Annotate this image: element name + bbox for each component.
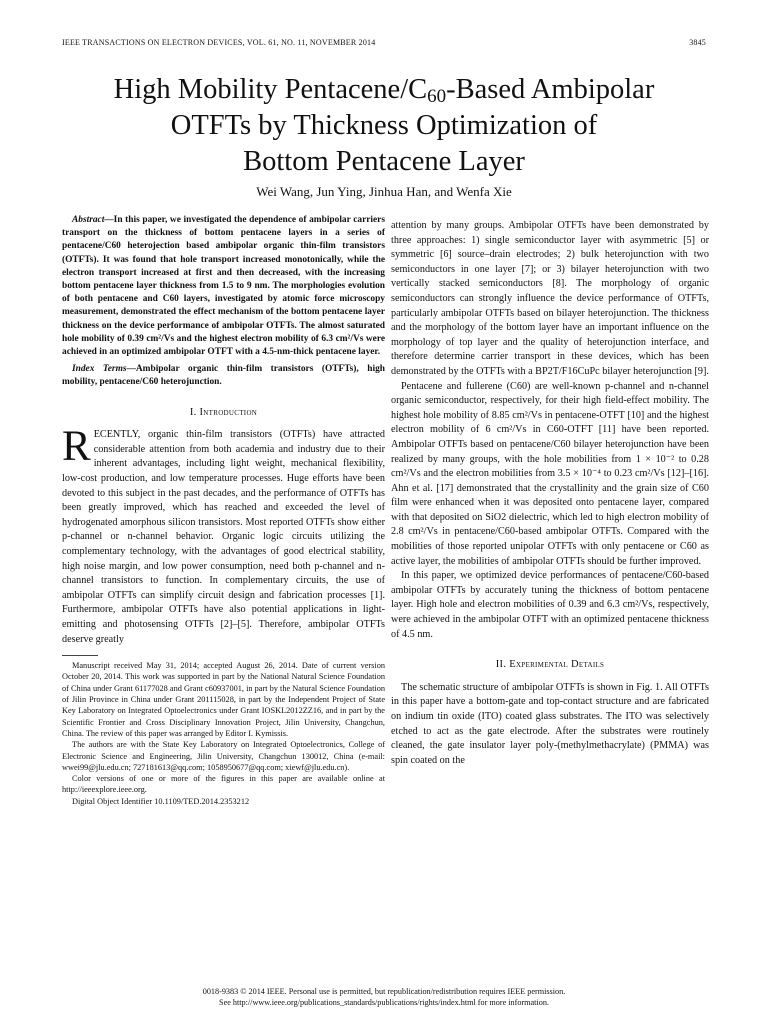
paragraph-this-paper: In this paper, we optimized device performances of pentacene/C60-based ambipolar OTFTs by accurately tuning the thickness of bottom pentacene layer. High hole and electron mobilities of 0.39 and 6.3 cm²/Vs, respectively, were achieved in the ambipolar OTFT with an optimized pentacene thickness of 4.5 nm. (391, 570, 709, 640)
title-line-3: Bottom Pentacene Layer (243, 146, 525, 177)
footnote-color: Color versions of one or more of the figures in this paper are available online at http://ieeexplore.ieee.org. (62, 774, 385, 795)
footer-line-1: 0018-9383 © 2014 IEEE. Personal use is permitted, but republication/redistribution requires IEEE permission. (202, 987, 566, 996)
section-heading-experimental: II. Experimental Details (495, 659, 605, 671)
copyright-footer (62, 986, 706, 1008)
footnote-manuscript: Manuscript received May 31, 2014; accepted August 26, 2014. Date of current version October 20, 2014. This work was supported in part by the National Natural Science Foundation of China under Grant 61177028 and Grant c60937001, in part by the Natural Science Foundation of Jilin Province in China under Grant 201115028, in part by the Independent Project of State Key Laboratory on Integrated Optoelectronics under Grant IOSKL2012ZZ16, and in part by the Scientific Frontier and Cross Disciplinary Innovation Project, Jilin University, Changchun, China. The review of this paper was arranged by Editor I. Kymissis. (62, 661, 385, 738)
footnote-rule (62, 655, 98, 656)
drop-cap: R (62, 423, 91, 471)
right-column (391, 219, 709, 768)
abstract (62, 214, 385, 359)
footnote-authors: The authors are with the State Key Laboratory on Integrated Optoelectronics, College of Electronic Science and Engineering, Jilin University, Changchun 130012, China (e-mail: wwei99@jlu.edu.cn; 727181613@qq.com; 1058950677@qq.com; xiewf@jlu.edu.cn). (62, 740, 385, 772)
paragraph-approaches: attention by many groups. Ambipolar OTFTs have been demonstrated by three approaches: 1) single semiconductor layer with asymmetric [5] or symmetric [6] source–drain electrodes; 2) bulk heterojunction with two semiconductors in one layer [7]; or 3) bilayer heterojunction with two vertically stacked semiconductors [8]. The morphology of organic semiconductors can strongly influence the device performance of OTFTs, particularly ambipolar OTFTs based on bilayer heterojunction. The thickness and the morphology of the bottom layer have an important influence on the morphology of top layer and the quality of heterojunction interface, and therefore determine carrier transport in these devices, which has been demonstrated by the OTFTs with a BP2T/F16CuPc bilayer heterojunction [9]. (391, 220, 709, 377)
title-line-1: High Mobility Pentacene/$C_{60}$-Based Ambipolar (113, 74, 655, 107)
left-column (62, 214, 385, 807)
page-number: 3845 (689, 38, 706, 47)
abstract-text: —In this paper, we investigated the dependence of ambipolar carriers transport on the thickness of bottom pentacene layers in a series of pentacene/C60 heterojection based ambipolar organic thin-film transistors (OTFTs). It was found that hole transport increased monotonically, while the electron transport increased at first and then decreased, with the increasing bottom pentacene layer thickness from 1.5 to 9 nm. The morphologies evolution of both pentacene and C60 layers, investigated by atomic force microscopy measurement, demonstrated the effect mechanism of the bottom pentacene layer thickness on the device performance of ambipolar OTFTs. The almost saturated hole mobility of 0.39 cm²/Vs and the highest electron mobility of 6.3 cm²/Vs were achieved in an optimized ambipolar OTFT with a 4.5-nm-thick pentacene layer. (62, 215, 385, 358)
intro-paragraph: RECENTLY, organic thin-film transistors (OTFTs) have attracted considerable attention from both academia and industry due to their inherent advantages, including light weight, mechanical flexibility, low-cost production, and low temperature processes. Huge efforts have been devoted to this subject in the past decades, and the performance of OTFTs has been greatly improved, which has reached and exceeded the level of hydrogenated amorphous silicon transistors. Most reported OTFTs show either p-channel or n-channel behavior. Organic logic circuits utilizing the complementary technology, with the advantages of good electrical stability, high noise margin, and low power consumption, need both p-channel and n-channel transistors to function. In complementary circuits, the use of ambipolar OTFTs can simplify circuit design and fabrication processes [1]. Furthermore, ambipolar OTFTs have also potential applications in light-emitting and photosensing OTFTs [2]–[5]. Therefore, ambipolar OTFTs deserve greatly (62, 423, 385, 645)
journal-name: IEEE TRANSACTIONS ON ELECTRON DEVICES, VOL. 61, NO. 11, NOVEMBER 2014 (62, 38, 376, 47)
title-line-2: OTFTs by Thickness Optimization of (170, 110, 598, 141)
index-terms (62, 363, 385, 389)
running-header (62, 38, 706, 47)
index-terms-text: —Ambipolar organic thin-film transistors (OTFTs), high mobility, pentacene/C60 heterojunction. (62, 364, 385, 388)
paragraph-structure: The schematic structure of ambipolar OTFTs is shown in Fig. 1. All OTFTs in this paper have a bottom-gate and top-contact structure and are fabricated on indium tin oxide (ITO) coated glass substrates. The ITO was selectively etched to act as the gate electrode. After the substrates were routinely cleaned, the gate insulator layer poly-(methylmethacrylate) (PMMA) was spin coated on the (391, 681, 709, 766)
author-list: Wei Wang, Jun Ying, Jinhua Han, and Wenfa Xie (256, 184, 512, 199)
abstract-label: Abstract (72, 215, 105, 225)
footnote-doi: Digital Object Identifier 10.1109/TED.2014.2353212 (72, 796, 250, 806)
paper-title (40, 72, 728, 180)
index-terms-label: Index Terms (72, 364, 127, 375)
paragraph-pentacene-fullerene: Pentacene and fullerene (C60) are well-known p-channel and n-channel organic semiconductor, respectively, for their high field-effect mobility. The highest hole mobility of 8.85 cm²/Vs in pentacene-OTFT [10] and the highest electron mobility of 6 cm²/Vs in C60-OTFT [11] have been reported. Ambipolar OTFTs based on pentacene/C60 bilayer heterojunction have been realized by many groups, with the hole mobilities from 1 × 10⁻² to 0.28 cm²/Vs and the electron mobilities from 3.5 × 10⁻⁴ to 0.23 cm²/Vs [12]–[16]. Ahn et al. [17] demonstrated that the crystallinity and the grain size of C60 film were enhanced when it was deposited onto pentacene layer, compared with that deposited on SiO2 dielectric, which led to high electron mobility of 2.8 cm²/Vs in pentacene/C60-based ambipolar OTFTs. Compared with the mobilities of those reported unipolar OTFTs with only pentacene or C60 as active layer, the mobilities of ambipolar OTFTs should be further improved. (391, 380, 709, 567)
footnotes (62, 655, 385, 807)
section-heading-introduction: I. Introduction (189, 406, 258, 418)
footer-line-2: See http://www.ieee.org/publications_standards/publications/rights/index.html for more information. (219, 998, 549, 1007)
